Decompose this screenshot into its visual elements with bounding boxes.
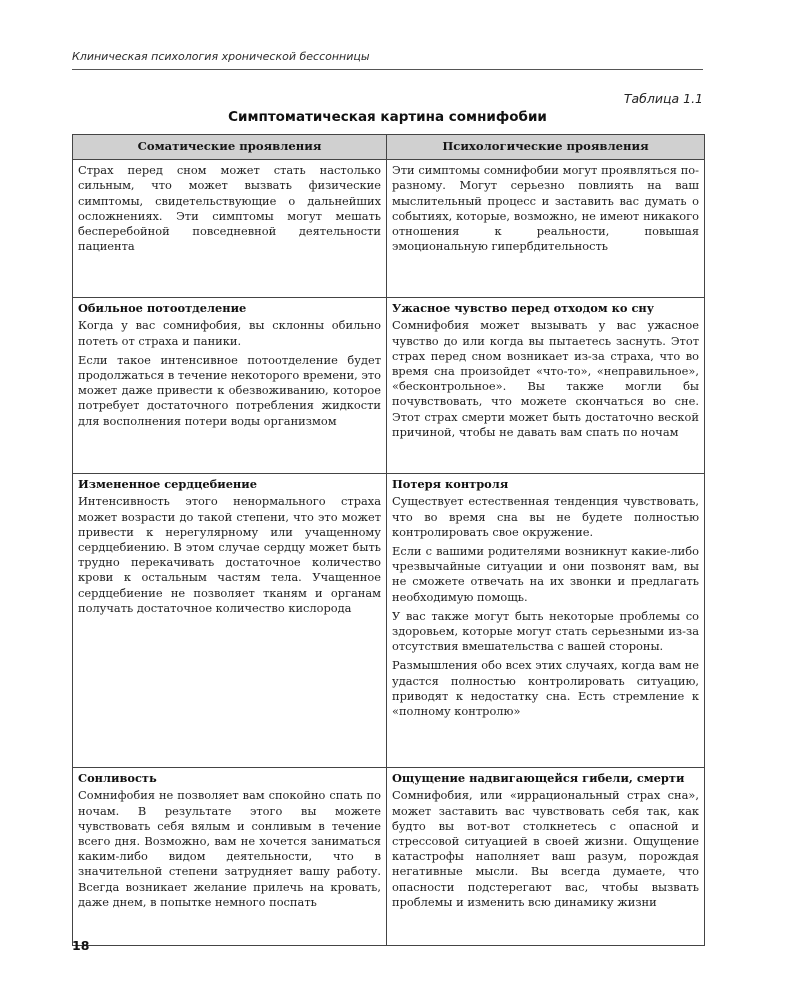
column-header-somatic: Соматические проявления — [73, 135, 387, 160]
cell-paragraph: Когда у вас сомнифобия, вы склонны обильно потеть от страха и паники. — [78, 318, 381, 348]
somatic-cell — [73, 298, 387, 474]
table-row — [73, 298, 705, 474]
cell-heading: Ужасное чувство перед отходом ко сну — [392, 301, 655, 316]
cell-paragraph: У вас также могут быть некоторые проблемы со здоровьем, которые могут стать серьезными из-за отсутствия вмешательства с вашей стороны. — [392, 608, 699, 654]
page-number: 18 — [72, 938, 90, 953]
cell-paragraph: Если с вашими родителями возникнут какие-либо чрезвычайные ситуации и они позвонят вам, вы не сможете отвечать на их звонки и предлагать необходимую помощь. — [392, 544, 699, 604]
somatic-cell — [73, 160, 387, 298]
table-row — [73, 160, 705, 298]
cell-paragraph: Страх перед сном может стать настолько сильным, что может вызвать физические симптомы, свидетельствующие о дальнейших осложнениях. Эти симптомы могут мешать бесперебойной повседневной деятельности пациента — [78, 163, 381, 254]
cell-paragraph: Размышления обо всех этих случаях, когда вам не удастся полностью контролировать ситуацию, приводят к недостатку сна. Есть стремление к «полному контролю» — [392, 658, 699, 719]
running-head: Клиническая психология хронической бессонницы — [72, 50, 703, 70]
psychological-cell — [387, 298, 705, 474]
psychological-cell — [387, 474, 705, 768]
table-title: Симптоматическая картина сомнифобии — [228, 109, 547, 125]
cell-heading: Обильное потоотделение — [78, 301, 247, 316]
cell-paragraph: Сомнифобия не позволяет вам спокойно спать по ночам. В результате этого вы можете чувствовать себя вялым и сонливым в течение всего дня. Возможно, вам не хочется заниматься каким-либо видом деятельности, что в значительной степени затрудняет вашу работу. Всегда возникает желание прилечь на кровать, даже днем, в попытке немного поспать — [78, 788, 381, 909]
cell-heading: Потеря контроля — [392, 477, 509, 492]
cell-heading: Ощущение надвигающейся гибели, смерти — [392, 771, 685, 786]
cell-paragraph: Существует естественная тенденция чувствовать, что во время сна вы не будете полностью контролировать свое окружение. — [392, 494, 699, 539]
psychological-cell — [387, 160, 705, 298]
cell-paragraph: Интенсивность этого ненормального страха может возрасти до такой степени, что это может привести к нерегулярному или учащенному сердцебиению. В этом случае сердцу может быть трудно перекачивать достаточное количество крови к остальным частям тела. Учащенное сердцебиение не позволяет тканям и органам получать достаточное количество кислорода — [78, 494, 381, 615]
table-number: Таблица 1.1 — [623, 91, 703, 106]
column-header-psychological: Психологические проявления — [387, 135, 705, 160]
cell-heading: Измененное сердцебиение — [78, 477, 257, 492]
cell-paragraph: Эти симптомы сомнифобии могут проявляться по-разному. Могут серьезно повлиять на ваш мыслительный процесс и заставить вас думать о событиях, которые, возможно, не имеют никакого отношения к реальности, повышая эмоциональную гипербдительность — [392, 163, 699, 254]
psychological-cell — [387, 768, 705, 946]
cell-heading: Сонливость — [78, 771, 157, 786]
table-header-row — [73, 135, 705, 160]
somatic-cell — [73, 474, 387, 768]
cell-paragraph: Сомнифобия, или «иррациональный страх сна», может заставить вас чувствовать себя так, как будто вы вот-вот столкнетесь с опасной и стрессовой ситуацией в своей жизни. Ощущение катастрофы наполняет ваш разум, порождая негативные мысли. Вы всегда думаете, что опасности подстерегают вас, чтобы вызвать проблемы и изменить всю динамику жизни — [392, 788, 699, 909]
table-row — [73, 474, 705, 768]
cell-paragraph: Сомнифобия может вызывать у вас ужасное чувство до или когда вы пытаетесь заснуть. Этот страх перед сном возникает из-за страха, что во время сна произойдет «что-то», «неправильное», «бесконтрольное». Вы также могли бы почувствовать, что можете скончаться во сне. Этот страх смерти может быть достаточно веской причиной, чтобы не давать вам спать по ночам — [392, 318, 699, 439]
symptom-table — [72, 134, 705, 946]
somatic-cell — [73, 768, 387, 946]
table-row — [73, 768, 705, 946]
cell-paragraph: Если такое интенсивное потоотделение будет продолжаться в течение некоторого времени, это может даже привести к обезвоживанию, которое потребует достаточного потребления жидкости для восполнения потери воды организмом — [78, 352, 381, 428]
